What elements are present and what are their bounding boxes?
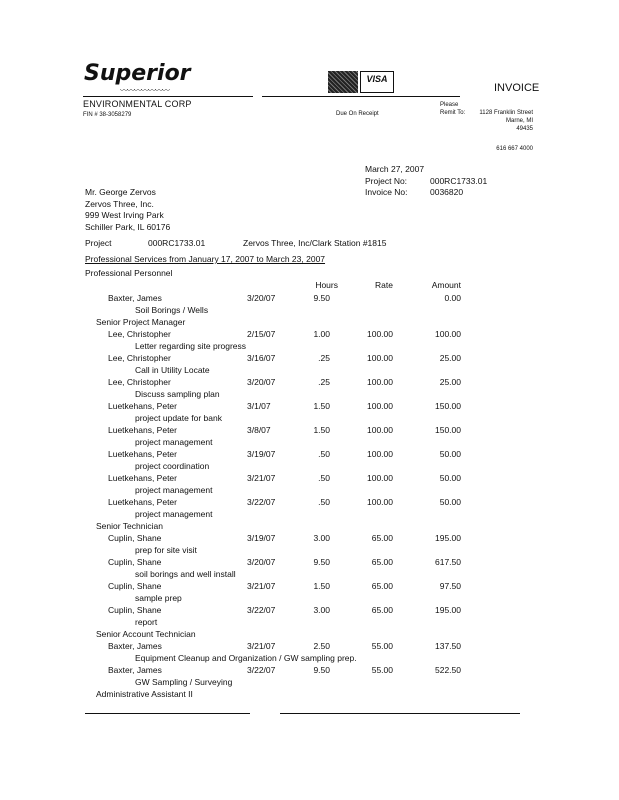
entry-amount: 100.00 [435,329,461,339]
role-text: Senior Project Manager [96,317,186,327]
row-description [0,616,619,628]
entry-hours: 9.50 [313,665,330,675]
description-text: soil borings and well install [135,569,236,579]
mastercard-icon [328,71,358,93]
column-rate: Rate [375,280,393,290]
table-row [0,328,619,340]
entry-hours: 1.00 [313,329,330,339]
description-text: Letter regarding site progress [135,341,247,351]
section-heading: Professional Personnel [85,268,173,278]
divider [85,713,250,714]
entry-hours: 1.50 [313,401,330,411]
entry-amount: 25.00 [439,353,461,363]
employee-name: Cuplin, Shane [108,605,162,615]
entry-hours: .50 [318,449,330,459]
divider [262,96,460,97]
table-row [0,292,619,304]
entry-date: 3/21/07 [247,641,276,651]
employee-name: Cuplin, Shane [108,581,162,591]
entry-date: 3/19/07 [247,533,276,543]
row-description [0,364,619,376]
employee-name: Baxter, James [108,641,162,651]
entry-amount: 137.50 [435,641,461,651]
entry-rate: 65.00 [371,605,393,615]
employee-name: Lee, Christopher [108,377,171,387]
entry-hours: 9.50 [313,557,330,567]
entry-amount: 0.00 [444,293,461,303]
employee-name: Lee, Christopher [108,329,171,339]
employee-name: Cuplin, Shane [108,533,162,543]
entry-hours: 3.00 [313,533,330,543]
row-description [0,592,619,604]
entry-date: 3/22/07 [247,497,276,507]
entry-date: 2/15/07 [247,329,276,339]
entry-hours: .50 [318,473,330,483]
description-text: project coordination [135,461,210,471]
entry-amount: 50.00 [439,497,461,507]
entry-hours: .25 [318,377,330,387]
company-phone: 616 667 4000 [496,146,533,152]
table-row [0,376,619,388]
employee-name: Cuplin, Shane [108,557,162,567]
invoice-no: 0036820 [430,187,464,197]
row-description [0,652,619,664]
remit-address: Marne, MI [505,118,533,124]
entry-rate: 100.00 [367,401,393,411]
due-text: Due On Receipt [336,111,379,117]
entry-amount: 150.00 [435,425,461,435]
table-row [0,424,619,436]
column-amount: Amount [431,280,461,290]
employee-name: Luetkehans, Peter [108,401,177,411]
row-description [0,544,619,556]
employee-name: Lee, Christopher [108,353,171,363]
role-text: Senior Technician [96,521,163,531]
entry-hours: 1.50 [313,581,330,591]
entry-date: 3/20/07 [247,293,276,303]
remit-address: 1128 Franklin Street [479,110,533,116]
company-ein: FIN # 38-3058279 [83,112,132,118]
row-description [0,340,619,352]
entry-rate: 100.00 [367,497,393,507]
logo-wave: 〰〰〰〰〰〰〰 [120,86,169,95]
project-number: 000RC1733.01 [148,238,206,248]
table-row [0,532,619,544]
row-description [0,388,619,400]
entry-amount: 25.00 [439,377,461,387]
employee-name: Baxter, James [108,293,162,303]
entry-rate: 55.00 [371,665,393,675]
entry-date: 3/8/07 [247,425,271,435]
entry-date: 3/19/07 [247,449,276,459]
entry-amount: 50.00 [439,473,461,483]
entry-rate: 100.00 [367,473,393,483]
divider [280,713,520,714]
description-text: project update for bank [135,413,222,423]
table-row [0,604,619,616]
entry-rate: 55.00 [371,641,393,651]
entry-amount: 195.00 [435,605,461,615]
entry-date: 3/1/07 [247,401,271,411]
visa-icon: VISA [360,71,394,93]
role-text: Senior Account Technician [96,629,196,639]
row-description [0,436,619,448]
entry-hours: 1.50 [313,425,330,435]
line-items [0,292,619,700]
remit-label: Please [440,102,459,108]
entry-rate: 65.00 [371,533,393,543]
description-text: project management [135,437,213,447]
row-description [0,484,619,496]
description-text: Call in Utility Locate [135,365,210,375]
description-text: Discuss sampling plan [135,389,220,399]
row-description [0,304,619,316]
entry-rate: 65.00 [371,581,393,591]
project-label: Project [85,238,112,248]
table-row [0,400,619,412]
accepted-cards-logo [328,71,394,95]
entry-date: 3/21/07 [247,581,276,591]
invoice-no-label: Invoice No: [365,187,408,197]
entry-amount: 195.00 [435,533,461,543]
project-no: 000RC1733.01 [430,176,488,186]
role-heading [0,628,619,640]
column-hours: Hours [315,280,338,290]
project-name: Zervos Three, Inc/Clark Station #1815 [243,238,387,248]
entry-date: 3/20/07 [247,557,276,567]
entry-amount: 150.00 [435,401,461,411]
entry-date: 3/22/07 [247,605,276,615]
table-row [0,352,619,364]
bill-to-line: 999 West Irving Park [85,210,164,220]
employee-name: Luetkehans, Peter [108,425,177,435]
row-description [0,568,619,580]
entry-hours: .50 [318,497,330,507]
employee-name: Luetkehans, Peter [108,473,177,483]
entry-amount: 50.00 [439,449,461,459]
role-heading [0,316,619,328]
description-text: GW Sampling / Surveying [135,677,233,687]
entry-date: 3/16/07 [247,353,276,363]
row-description [0,676,619,688]
entry-rate: 100.00 [367,353,393,363]
entry-date: 3/21/07 [247,473,276,483]
role-text: Administrative Assistant II [96,689,193,699]
company-logo: Superior [84,61,191,86]
entry-hours: 9.50 [313,293,330,303]
entry-hours: 3.00 [313,605,330,615]
document-title: INVOICE [494,82,540,94]
table-row [0,580,619,592]
description-text: project management [135,485,213,495]
entry-rate: 65.00 [371,557,393,567]
description-text: prep for site visit [135,545,197,555]
entry-date: 3/22/07 [247,665,276,675]
entry-hours: 2.50 [313,641,330,651]
entry-rate: 100.00 [367,449,393,459]
bill-to-line: Schiller Park, IL 60176 [85,222,171,232]
table-row [0,556,619,568]
services-heading: Professional Services from January 17, 2007 to March 23, 2007 [85,254,326,264]
role-heading [0,520,619,532]
employee-name: Baxter, James [108,665,162,675]
description-text: report [135,617,158,627]
row-description [0,460,619,472]
description-text: Equipment Cleanup and Organization / GW sampling prep. [135,653,357,663]
table-row [0,640,619,652]
entry-amount: 522.50 [435,665,461,675]
entry-date: 3/20/07 [247,377,276,387]
entry-amount: 97.50 [439,581,461,591]
table-row [0,496,619,508]
employee-name: Luetkehans, Peter [108,497,177,507]
table-row [0,472,619,484]
company-name: ENVIRONMENTAL CORP [83,99,192,109]
remit-address: 49435 [516,126,533,132]
entry-rate: 100.00 [367,425,393,435]
description-text: project management [135,509,213,519]
entry-rate: 100.00 [367,377,393,387]
entry-hours: .25 [318,353,330,363]
bill-to-line: Mr. George Zervos [85,187,156,197]
description-text: Soil Borings / Wells [135,305,209,315]
project-no-label: Project No: [365,176,408,186]
description-text: sample prep [135,593,182,603]
table-row [0,664,619,676]
invoice-date: March 27, 2007 [365,164,425,174]
table-row [0,448,619,460]
row-description [0,508,619,520]
employee-name: Luetkehans, Peter [108,449,177,459]
row-description [0,412,619,424]
bill-to-line: Zervos Three, Inc. [85,199,154,209]
entry-amount: 617.50 [435,557,461,567]
entry-rate: 100.00 [367,329,393,339]
role-heading [0,688,619,700]
divider [83,96,253,97]
remit-label: Remit To: [440,110,466,116]
